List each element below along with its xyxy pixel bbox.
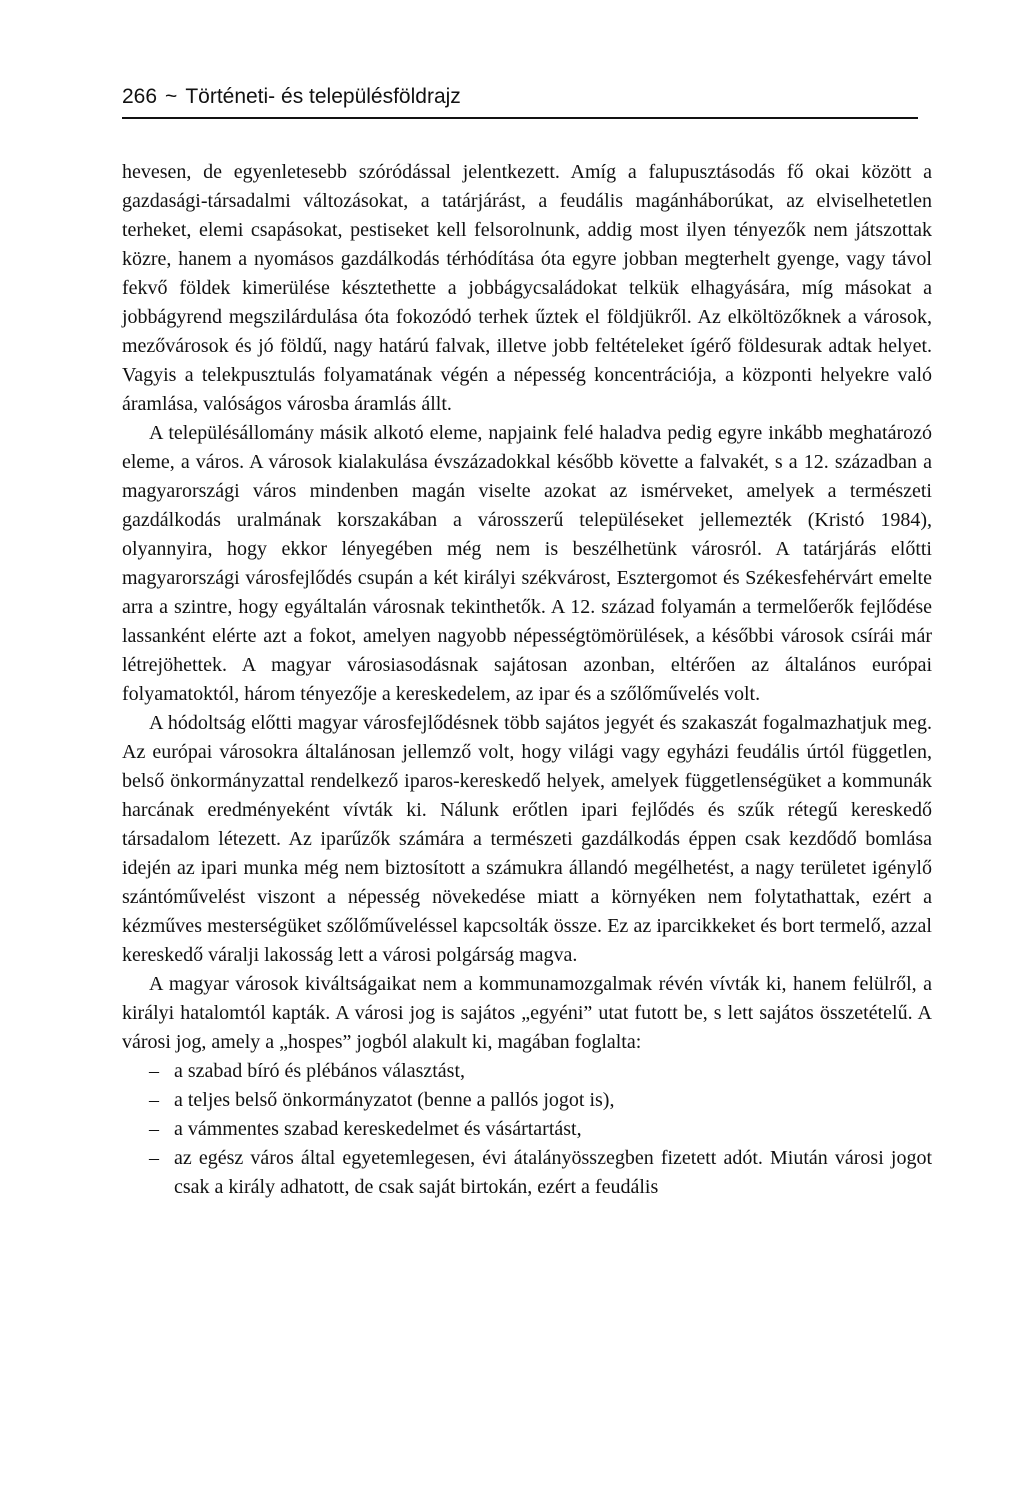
running-header	[122, 82, 932, 112]
list-item	[122, 1057, 932, 1086]
list-item	[122, 1144, 932, 1202]
list-item	[122, 1115, 932, 1144]
page-number: 266	[122, 85, 158, 108]
paragraph: A településállomány másik alkotó eleme, napjaink felé haladva pedig egyre inkább meghatározó eleme, a város. A városok kialakulása évszázadokkal később követte a falvakét, s a 12. században a magyarországi város mindenben magán viselte azokat az ismérveket, amelyek a természeti gazdálkodás uralmának korszakában a városszerű településeket jellemezték (Kristó 1984), olyannyira, hogy ekkor lényegében még nem is beszélhetünk városról. A tatárjárás előtti magyarországi városfejlődés csupán a két királyi székvárost, Esztergomot és Székesfehérvárt emelte arra a szintre, hogy egyáltalán városnak tekinthetők. A 12. század folyamán a termelőerők fejlődése lassanként elérte azt a fokot, amelyen nagyobb népességtömörülések, a későbbi városok csírái már létrejöhettek. A magyar városiasodásnak sajátosan azonban, eltérően az általános európai folyamatoktól, három tényezője a kereskedelem, az ipar és a szőlőművelés volt.	[122, 422, 932, 705]
paragraph: A magyar városok kiváltságaikat nem a kommunamozgalmak révén vívták ki, hanem felülről, a királyi hatalomtól kapták. A városi jog is sajátos „egyéni” utat futott be, s lett sajátos összetételű. A városi jog, amely a „hospes” jogból alakult ki, magában foglalta:	[122, 973, 932, 1053]
header-rule	[122, 117, 918, 119]
list-item	[122, 1086, 932, 1115]
list-item-text: az egész város által egyetemlegesen, évi átalányösszegben fizetett adót. Miután városi jogot csak a király adhatott, de csak saját birtokán, ezért a feudális	[174, 1147, 932, 1198]
body-text	[122, 158, 932, 1202]
paragraph: A hódoltság előtti magyar városfejlődésnek több sajátos jegyét és szakaszát fogalmazhatjuk meg. Az európai városokra általánosan jellemző volt, hogy világi vagy egyházi feudális úrtól független, belső önkormányzattal rendelkező iparos-kereskedő helyek, amelyek függetlenségüket a kommunák harcának eredményeként vívták ki. Nálunk erőtlen ipari fejlődés és szűk rétegű kereskedő társadalom létezett. Az iparűzők számára a természeti gazdálkodás éppen csak kezdődő bomlása idején az ipari munka még nem biztosított a számukra állandó megélhetést, a nagy területet igénylő szántóművelést viszont a népesség növekedése miatt a környéken nem folytathattak, ezért a kézműves mesterségüket szőlőműveléssel kapcsolták össze. Ez az iparcikkeket és bort termelő, azzal kereskedő váralji lakosság lett a városi polgárság magva.	[122, 712, 932, 966]
paragraph-continued: hevesen, de egyenletesebb szóródással jelentkezett. Amíg a falupusztásodás fő okai között a gazdasági-társadalmi változásokat, a tatárjárást, a feudális magánháborúkat, az elviselhetetlen terheket, elemi csapásokat, pestiseket kell felsorolnunk, addig most ilyen tényezők nem játszottak közre, hanem a nyomásos gazdálkodás térhódítása óta egyre jobban megterhelt gyenge, vagy távol fekvő földek kimerülése késztethette a jobbágycsaládokat telkük elhagyására, míg másokat a jobbágyrend megszilárdulása óta fokozódó terhek űztek el földjükről. Az elköltözőknek a városok, mezővárosok és jó földű, nagy határú falvak, illetve jobb feltételeket ígérő földesurak adtak helyet. Vagyis a telekpusztulás folyamatának végén a népesség koncentrációja, a központi helyekre való áramlása, valóságos városba áramlás állt.	[122, 161, 932, 415]
list-item-text: a vámmentes szabad kereskedelmet és vásártartást,	[174, 1118, 582, 1140]
list-dash: –	[149, 1118, 159, 1140]
list-item-text: a teljes belső önkormányzatot (benne a pallós jogot is),	[174, 1089, 615, 1111]
privileges-list	[122, 1057, 932, 1202]
header-separator: ~	[165, 85, 178, 108]
list-item-text: a szabad bíró és plébános választást,	[174, 1060, 466, 1082]
list-dash: –	[149, 1060, 159, 1082]
running-title: Történeti- és településföldrajz	[185, 85, 461, 108]
list-dash: –	[149, 1147, 159, 1169]
list-dash: –	[149, 1089, 159, 1111]
